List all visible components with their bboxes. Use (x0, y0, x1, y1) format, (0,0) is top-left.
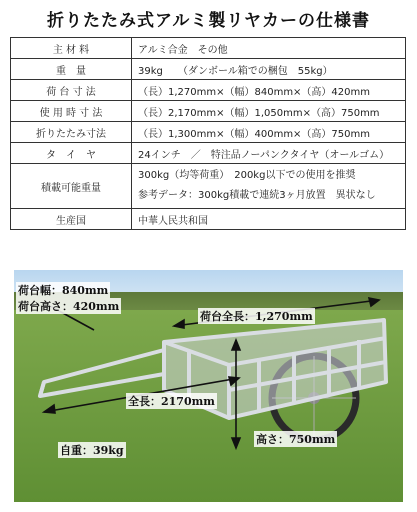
label-self-weight: 自重：39kg (60, 444, 124, 457)
table-row (11, 164, 406, 209)
table-row (11, 101, 406, 122)
label-total-length: 全長：2170mm (128, 395, 215, 408)
table-row (11, 38, 406, 59)
spec-key: 主 材 料 (11, 38, 132, 59)
spec-key: 積載可能重量 (11, 164, 132, 209)
spec-value: アルミ合金 その他 (132, 38, 406, 59)
page-title: 折りたたみ式アルミ製リヤカーの仕様書 (47, 11, 370, 31)
table-row (11, 59, 406, 80)
spec-value: （長）1,270mm×（幅）840mm×（高）420mm (132, 80, 406, 101)
spec-value: （長）2,170mm×（幅）1,050mm×（高）750mm (132, 101, 406, 122)
spec-value: 24インチ ／ 特注品ノーパンクタイヤ（オールゴム） (132, 143, 406, 164)
spec-value: 39kg （ダンボール箱での梱包 55kg） (132, 59, 406, 80)
spec-value-line: 参考データ：300kg積載で連続3ヶ月放置 異状なし (138, 190, 376, 201)
spec-value: 中華人民共和国 (132, 209, 406, 230)
spec-key: 重 量 (11, 59, 132, 80)
table-row (11, 80, 406, 101)
spec-value (132, 164, 406, 209)
label-bed-width: 荷台幅：840mm (18, 284, 109, 297)
label-total-height: 高さ：750mm (256, 433, 336, 446)
spec-key: 荷 台 寸 法 (11, 80, 132, 101)
spec-value: （長）1,300mm×（幅）400mm×（高）750mm (132, 122, 406, 143)
label-bed-height: 荷台高さ：420mm (18, 300, 120, 313)
table-row (11, 209, 406, 230)
product-photo (14, 270, 403, 502)
table-row (11, 143, 406, 164)
spec-key: 生産国 (11, 209, 132, 230)
spec-key: 折りたたみ寸法 (11, 122, 132, 143)
spec-table (10, 37, 406, 230)
label-bed-length: 荷台全長：1,270mm (200, 310, 313, 323)
table-row (11, 122, 406, 143)
spec-value-line: 300kg（均等荷重） 200kg以下での使用を推奨 (138, 170, 356, 181)
spec-key: タ イ ヤ (11, 143, 132, 164)
spec-key: 使 用 時 寸 法 (11, 101, 132, 122)
